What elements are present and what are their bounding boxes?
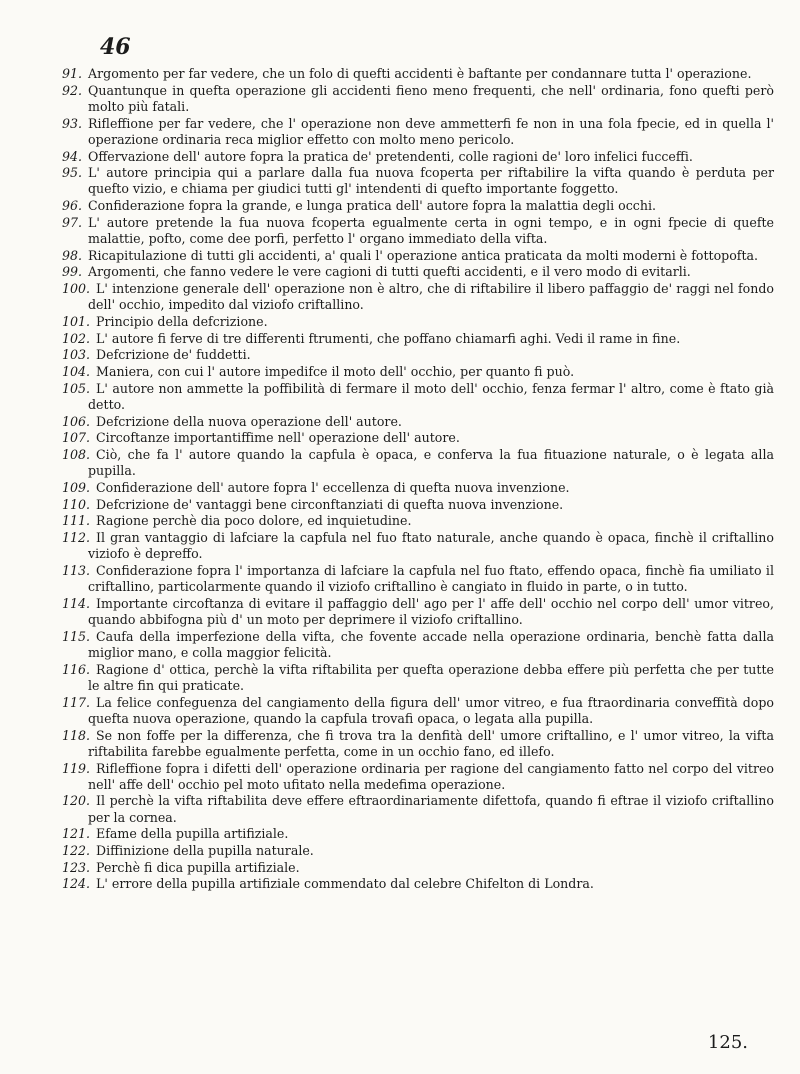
list-item [62, 728, 774, 760]
entry-text: Ragione perchè dia poco dolore, ed inquietudine. [96, 513, 412, 529]
entry-text: Efame della pupilla artifiziale. [96, 826, 289, 842]
entry-number: 120. [62, 793, 91, 809]
entry-number: 105. [62, 380, 91, 396]
entry-text: Confiderazione fopra la grande, e lunga pratica dell' autore fopra la malattia degli occhi. [88, 198, 656, 214]
list-item [62, 430, 774, 446]
entry-text: Offervazione dell' autore fopra la pratica de' pretendenti, colle ragioni de' loro infelici fucceffi. [88, 148, 693, 164]
list-item [62, 480, 774, 496]
list-item [62, 843, 774, 859]
entry-text: Il perchè la vifta riftabilita deve effere eftraordinariamente difettofa, quando fi eftrae il viziofo criftallino per la cornea. [88, 793, 774, 825]
entry-text: Confiderazione dell' autore fopra l' eccellenza di quefta nuova invenzione. [96, 480, 570, 496]
entry-text: Circoftanze importantiffime nell' operazione dell' autore. [96, 430, 460, 446]
entry-number: 113. [62, 563, 91, 579]
list-item [62, 248, 774, 264]
list-item [62, 695, 774, 727]
entry-text: L' intenzione generale dell' operazione non è altro, che di riftabilire il libero paffaggio de' raggi nel fondo dell' occhio, impedito dal viziofo criftallino. [88, 281, 774, 313]
entry-number: 108. [62, 447, 91, 463]
list-item [62, 662, 774, 694]
list-item [62, 381, 774, 413]
list-item [62, 165, 774, 197]
entry-text: Principio della defcrizione. [96, 314, 268, 330]
list-item [62, 83, 774, 115]
list-item [62, 860, 774, 876]
entry-text: L' autore fi ferve di tre differenti ftrumenti, che poffano chiamarfi aghi. Vedi il rame in fine. [96, 330, 681, 346]
entry-text: Se non foffe per la differenza, che fi trova tra la denfità dell' umore criftallino, e l' umor vitreo, la vifta riftabilita farebbe egualmente perfetta, come in un occhio fano, ed illefo. [88, 727, 774, 759]
entry-number: 94. [62, 148, 83, 164]
entry-number: 111. [62, 513, 91, 529]
list-item [62, 497, 774, 513]
list-item [62, 281, 774, 313]
entry-number: 109. [62, 480, 91, 496]
list-item [62, 826, 774, 842]
entry-number: 116. [62, 661, 91, 677]
list-item [62, 364, 774, 380]
list-item [62, 629, 774, 661]
entry-text: Diffinizione della pupilla naturale. [96, 843, 314, 859]
entry-number: 121. [62, 826, 91, 842]
list-item [62, 563, 774, 595]
entry-number: 93. [62, 115, 83, 131]
entry-text: La felice confeguenza del cangiamento della figura dell' umor vitreo, e fua ftraordinaria conveffità dopo quefta nuova operazione, quando la capfula trovafi opaca, o legata alla pupilla. [88, 694, 774, 726]
entry-text: Rifleffione per far vedere, che l' operazione non deve ammetterfi fe non in una fola fpecie, ed in quella l' operazione ordinaria reca miglior effetto con molto meno pericolo. [88, 115, 774, 147]
entry-number: 124. [62, 876, 91, 892]
list-item [62, 149, 774, 165]
entry-text: Ricapitulazione di tutti gli accidenti, a' quali l' operazione antica praticata da molti moderni è fottopofta. [88, 247, 759, 263]
entry-text: Perchè fi dica pupilla artifiziale. [96, 859, 300, 875]
entry-number: 118. [62, 727, 91, 743]
entry-number: 98. [62, 247, 83, 263]
list-item [62, 876, 774, 892]
page-number: 46 [100, 34, 131, 60]
entry-text: Quantunque in quefta operazione gli accidenti fieno meno frequenti, che nell' ordinaria, fono quefti però molto più fatali. [88, 82, 774, 114]
entry-number: 95. [62, 165, 83, 181]
entry-text: Confiderazione fopra l' importanza di lafciare la capfula nel fuo ftato, effendo opaca, finchè fia umiliato il criftallino, particolarmente quando il viziofo criftallino è cangiato in fluido in parte, o in tutto. [88, 563, 774, 595]
entry-number: 96. [62, 198, 83, 214]
entry-number: 112. [62, 530, 91, 546]
list-item [62, 331, 774, 347]
list-item [62, 793, 774, 825]
entry-text: Il gran vantaggio di lafciare la capfula nel fuo ftato naturale, anche quando è opaca, finchè il criftallino viziofo è depreffo. [88, 530, 774, 562]
entry-text: Defcrizione de' fuddetti. [96, 347, 251, 363]
list-item [62, 116, 774, 148]
entry-text: Ragione d' ottica, perchè la vifta riftabilita per quefta operazione debba effere più perfetta che per tutte le altre fin qui praticate. [88, 661, 774, 694]
list-item [62, 215, 774, 247]
entry-text: L' errore della pupilla artifiziale commendato dal celebre Chifelton di Londra. [96, 876, 594, 892]
entry-text: Defcrizione della nuova operazione dell' autore. [96, 413, 402, 429]
entry-number: 106. [62, 413, 91, 429]
entry-number: 92. [62, 82, 83, 98]
entry-number: 110. [62, 496, 91, 512]
entry-text: Caufa della imperfezione della vifta, che fovente accade nella operazione ordinaria, benchè fatta dalla miglior mano, e colla maggior felicità. [88, 628, 774, 661]
entry-number: 117. [62, 694, 91, 710]
entry-text: Maniera, con cui l' autore impedifce il moto dell' occhio, per quanto fi può. [96, 364, 575, 380]
entry-text: Importante circoftanza di evitare il paffaggio dell' ago per l' affe dell' occhio nel corpo dell' umor vitreo, quando abbifogna più d' un moto per deprimere il viziofo criftallino. [88, 596, 774, 628]
list-item [62, 447, 774, 479]
entry-number: 99. [62, 264, 83, 280]
entry-number: 123. [62, 859, 91, 875]
entry-text: Defcrizione de' vantaggi bene circonftanziati di quefta nuova invenzione. [96, 496, 564, 512]
list-item [62, 314, 774, 330]
list-item [62, 198, 774, 214]
entry-number: 114. [62, 596, 91, 611]
list-item [62, 66, 774, 82]
entry-text: L' autore principia qui a parlare dalla fua nuova fcoperta per riftabilire la vifta quando è perduta per quefto vizio, e chiama per giudici tutti gl' intendenti di quefto importante foggetto. [88, 165, 774, 197]
list-item [62, 414, 774, 430]
entry-text: L' autore non ammette la poffibilità di fermare il moto dell' occhio, fenza fermar l' altro, come è ftato già detto. [88, 380, 774, 413]
entry-number: 107. [62, 430, 91, 446]
entry-number: 97. [62, 214, 83, 230]
entry-number: 101. [62, 314, 91, 330]
entry-text: Argomenti, che fanno vedere le vere cagioni di tutti quefti accidenti, e il vero modo di evitarli. [88, 264, 691, 280]
list-item [62, 264, 774, 280]
entry-number: 103. [62, 347, 91, 363]
entry-number: 102. [62, 330, 91, 346]
list-item [62, 530, 774, 562]
entry-number: 115. [62, 628, 91, 644]
list-item [62, 513, 774, 529]
entry-number: 122. [62, 843, 91, 859]
entry-number: 100. [62, 281, 91, 297]
entry-number: 119. [62, 760, 91, 776]
list-item [62, 347, 774, 363]
entry-list [62, 66, 774, 893]
catchword: 125. [707, 1032, 748, 1053]
entry-text: Ciò, che fa l' autore quando la capfula è opaca, e conferva la fua fituazione naturale, o è legata alla pupilla. [88, 447, 774, 479]
entry-number: 104. [62, 364, 91, 380]
entry-text: L' autore pretende la fua nuova fcoperta egualmente certa in ogni tempo, e in ogni fpecie di quefte malattie, pofto, come dee porfi, perfetto l' organo immediato della vifta. [88, 214, 774, 247]
list-item [62, 761, 774, 793]
list-item [62, 596, 774, 628]
entry-number: 91. [62, 66, 83, 81]
entry-text: Argomento per far vedere, che un folo di quefti accidenti è baftante per condannare tutta l' operazione. [88, 66, 752, 81]
entry-text: Rifleffione fopra i difetti dell' operazione ordinaria per ragione del cangiamento fatto nel corpo del vitreo nell' affe dell' occhio pel moto ufitato nella medefima operazione. [88, 760, 774, 792]
